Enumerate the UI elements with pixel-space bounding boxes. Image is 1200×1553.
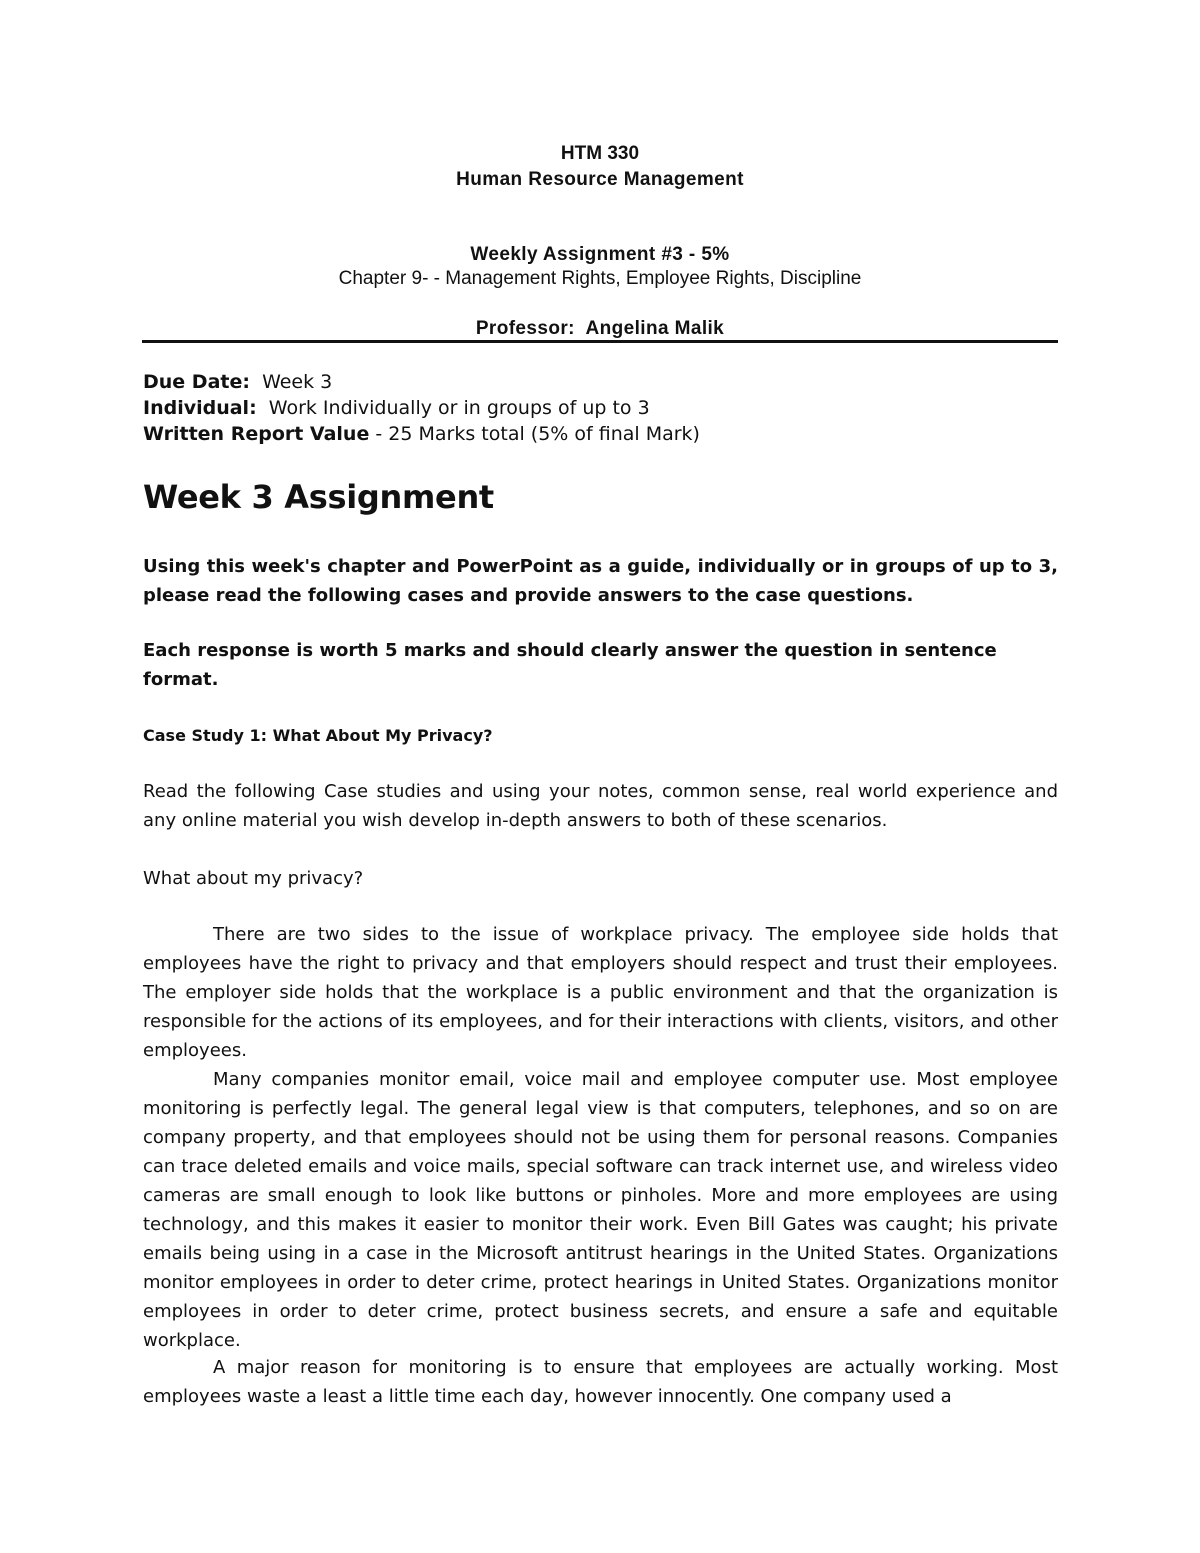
chapter-line: Chapter 9- - Management Rights, Employee Rights, Discipline — [338, 268, 862, 289]
course-name: Human Resource Management — [456, 169, 744, 190]
individual-line — [143, 397, 650, 419]
header-divider — [142, 340, 1058, 343]
due-date-line — [143, 371, 332, 393]
report-value-text: - 25 Marks total (5% of final Mark) — [375, 423, 700, 445]
case-subtitle: What about my privacy? — [143, 868, 364, 889]
individual-value: Work Individually or in groups of up to 3 — [268, 397, 650, 419]
individual-label: Individual: — [143, 397, 257, 419]
marking-note: Each response is worth 5 marks and should clearly answer the question in sentence format. — [143, 640, 997, 690]
report-value-line — [143, 423, 700, 445]
case-paragraph-1: There are two sides to the issue of workplace privacy. The employee side holds that employees have the right to privacy and that employers should respect and trust their employees. The employer side holds that the workplace is a public environment and that the organization is responsible for the actions of its employees, and for their interactions with clients, visitors, and other employees. — [143, 924, 1058, 1061]
assignment-title: Weekly Assignment #3 - 5% — [470, 244, 730, 265]
course-code: HTM 330 — [560, 143, 640, 164]
due-date-label: Due Date: — [143, 371, 250, 393]
professor-name: Angelina Malik — [585, 318, 725, 339]
assignment-heading: Week 3 Assignment — [143, 478, 494, 516]
professor-label: Professor: — [475, 318, 575, 339]
case-paragraph-2: Many companies monitor email, voice mail and employee computer use. Most employee monitoring is perfectly legal. The general legal view is that computers, telephones, and so on are company property, and that employees should not be using them for personal reasons. Companies can trace deleted emails and voice mails, special software can track internet use, and wireless video cameras are small enough to look like buttons or pinholes. More and more employees are using technology, and this makes it easier to monitor their work. Even Bill Gates was caught; his private emails being using in a case in the Microsoft antitrust hearings in the United States. Organizations monitor employees in order to deter crime, protect hearings in United States. Organizations monitor employees in order to deter crime, protect business secrets, and ensure a safe and equitable workplace. — [143, 1069, 1058, 1351]
report-value-label: Written Report Value — [143, 423, 370, 445]
professor-line — [140, 318, 1060, 340]
instructions-paragraph: Using this week's chapter and PowerPoint as a guide, individually or in groups of up to 3, please read the following cases and provide answers to the case questions. — [143, 556, 1058, 606]
case-study-title: Case Study 1: What About My Privacy? — [143, 726, 493, 745]
due-date-value: Week 3 — [262, 371, 333, 393]
case-paragraph-3: A major reason for monitoring is to ensure that employees are actually working. Most employees waste a least a little time each day, however innocently. One company used a — [143, 1357, 1058, 1407]
case-intro: Read the following Case studies and using your notes, common sense, real world experience and any online material you wish develop in-depth answers to both of these scenarios. — [143, 781, 1058, 831]
